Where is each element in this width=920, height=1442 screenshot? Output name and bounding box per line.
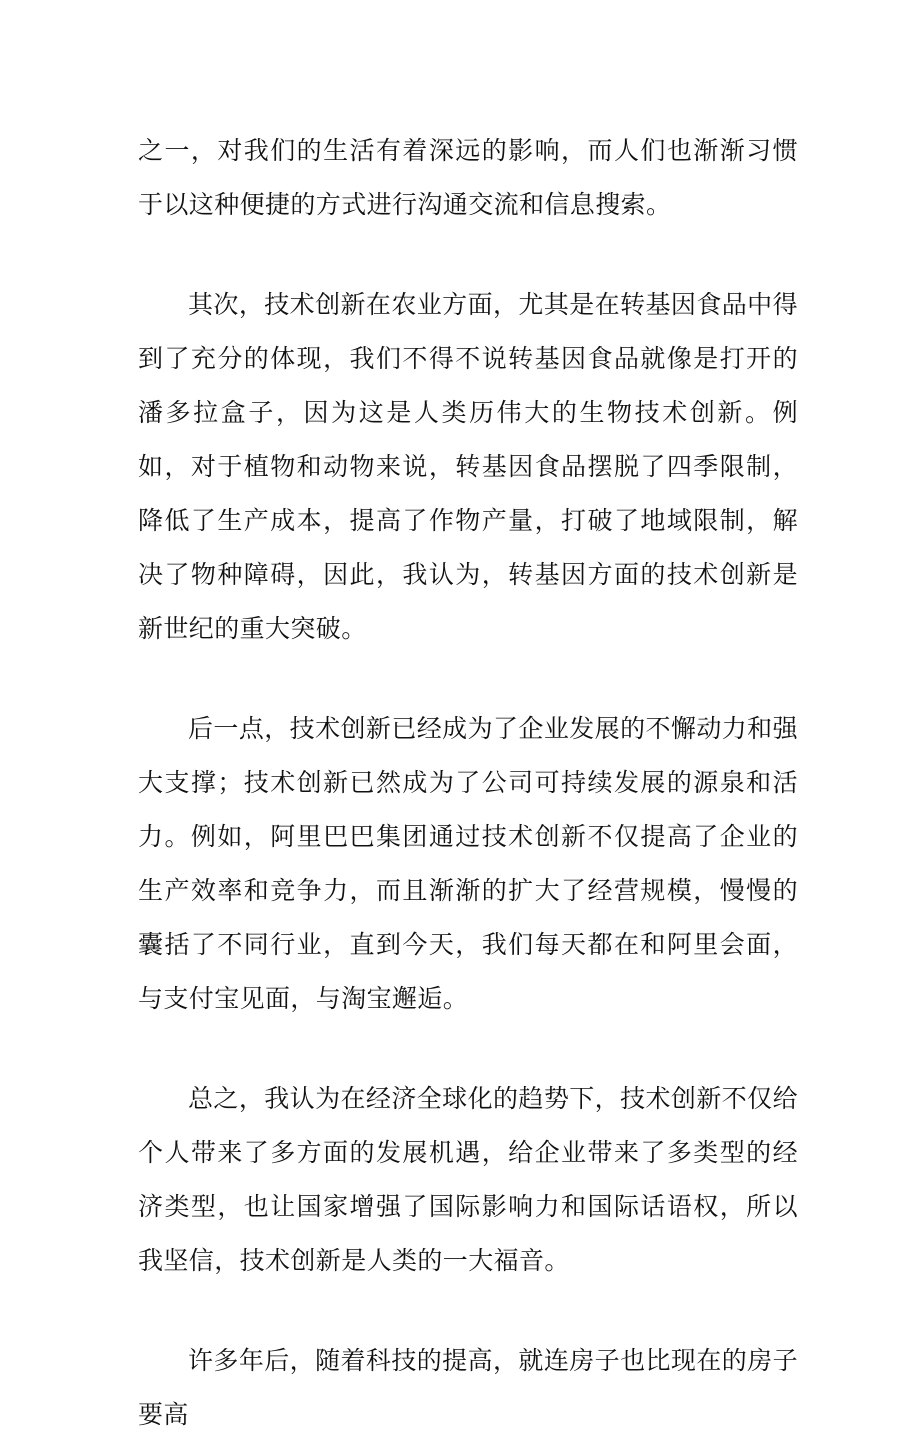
paragraph-gap bbox=[138, 1026, 798, 1072]
paragraph-gap bbox=[138, 1288, 798, 1334]
paragraph-gap bbox=[138, 232, 798, 278]
paragraph-gap bbox=[138, 656, 798, 702]
paragraph-5: 许多年后，随着科技的提高，就连房子也比现在的房子要高 bbox=[138, 1346, 798, 1429]
paragraph-3: 后一点，技术创新已经成为了企业发展的不懈动力和强大支撑；技术创新已然成为了公司可持续发展的源泉和活力。例如，阿里巴巴集团通过技术创新不仅提高了企业的生产效率和竞争力，而且渐渐的扩大了经营规模，慢慢的囊括了不同行业，直到今天，我们每天都在和阿里会面，与支付宝见面，与淘宝邂逅。 bbox=[138, 714, 798, 1013]
document-page bbox=[138, 124, 798, 1442]
paragraph-2: 其次，技术创新在农业方面，尤其是在转基因食品中得到了充分的体现，我们不得不说转基因食品就像是打开的潘多拉盒子，因为这是人类历伟大的生物技术创新。例如，对于植物和动物来说，转基因食品摆脱了四季限制，降低了生产成本，提高了作物产量，打破了地域限制，解决了物种障碍，因此，我认为，转基因方面的技术创新是新世纪的重大突破。 bbox=[138, 290, 798, 643]
paragraph-1: 之一，对我们的生活有着深远的影响，而人们也渐渐习惯于以这种便捷的方式进行沟通交流和信息搜索。 bbox=[138, 136, 798, 219]
paragraph-4: 总之，我认为在经济全球化的趋势下，技术创新不仅给个人带来了多方面的发展机遇，给企业带来了多类型的经济类型，也让国家增强了国际影响力和国际话语权，所以我坚信，技术创新是人类的一大福音。 bbox=[138, 1084, 798, 1275]
